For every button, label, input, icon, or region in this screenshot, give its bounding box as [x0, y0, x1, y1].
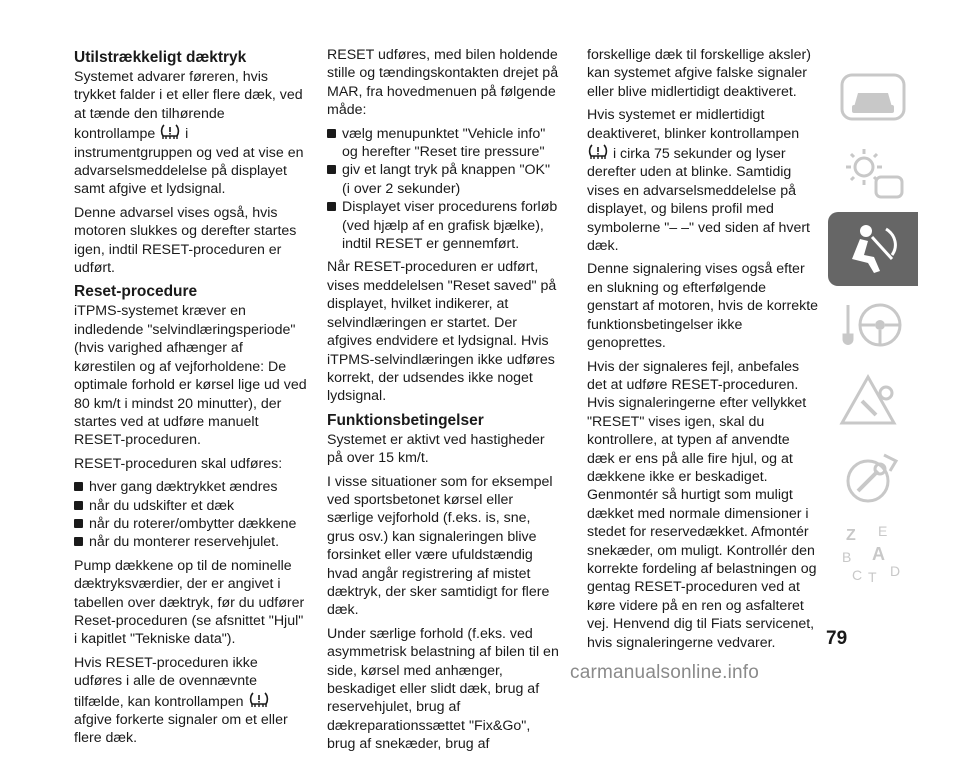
tire-pressure-warning-icon [160, 123, 180, 141]
paragraph: Denne signalering vises også efter en slukning og efterfølgende genstart af motoren, hvis de korrekte funktionsbetingelser ikke genoprettes. [587, 261, 819, 352]
paragraph: Når RESET-proceduren er udført, vises meddelelsen "Reset saved" på displayet, hvilket indikerer, at selvindlæringen er startet. Der afgives endvidere et lydsignal. Hvis iTPMS-selvindlæringen ikke udføres korrekt, der udsendes ikke noget lydsignal. [327, 259, 557, 405]
bullet-icon [74, 501, 83, 510]
heading-operating-conditions: Funktionsbetingelser [327, 411, 484, 429]
paragraph [587, 106, 819, 255]
svg-text:E: E [878, 523, 888, 539]
text: afgive forkerte signaler om et eller flere dæk. [74, 712, 288, 747]
bullet-icon [327, 129, 336, 138]
list-item: når du roterer/ombytter dækkene [74, 515, 308, 533]
paragraph: Denne advarsel vises også, hvis motoren slukkes og derefter startes igen, indtil RESET-proceduren er udført. [74, 204, 297, 277]
bullet-icon [327, 165, 336, 174]
seat-airbag-icon [838, 219, 908, 279]
bullet-list [327, 125, 561, 254]
bullet-list [74, 478, 308, 552]
tire-pressure-warning-icon [588, 143, 608, 161]
svg-text:C: C [852, 567, 863, 583]
paragraph: Hvis der signaleres fejl, anbefales det at udføre RESET-proceduren. Hvis signaleringerne efter vellykket "RESET" vises igen, skal du kontrollere, at typen af anvendte dæk er ens på alle fire hjul, og at dækkene ikke er beskadiget. Genmontér så hurtigt som muligt dækket med normale dimensioner i stedet for reservedækket. Afmontér snekæder, om muligt. Kontrollér den korrekte fordeling af belastningen og gentag RESET-proceduren ved at køre videre på en ren og asfalteret vej. Henvend dig til Fiats servicenet, hvis signaleringerne vedvarer. [587, 358, 817, 651]
tab-warning-lights[interactable] [828, 136, 918, 210]
svg-text:B: B [842, 549, 852, 565]
tire-pressure-warning-icon [249, 691, 269, 709]
svg-text:A: A [872, 544, 885, 564]
steering-key-icon [838, 295, 908, 355]
list-item: giv et langt tryk på knappen "OK" (i over 2 sekunder) [327, 161, 561, 198]
svg-text:T: T [868, 569, 877, 585]
paragraph [74, 654, 308, 748]
car-dashboard-icon [838, 69, 908, 125]
paragraph: iTPMS-systemet kræver en indledende "selvindlæringsperiode" (hvis varighed afhænger af kørestilen og af vejforholdene: De optimale forhold er kørsel lige ud ved 80 km/t i mindst 20 minutter), der startes ved at udføre manuelt RESET-proceduren. [74, 303, 307, 449]
column-2 [327, 46, 561, 759]
column-1 [74, 48, 308, 753]
bullet-icon [327, 202, 336, 211]
text: i cirka 75 sekunder og lyser derefter uden at blinke. Samtidig vises en advarselsmeddelelse på displayet, og bilens profil med symbolerne "– –" ved siden af hvert dæk. [587, 146, 811, 255]
column-3 [587, 46, 819, 657]
list-item: når du udskifter et dæk [74, 497, 308, 515]
list-item: Displayet viser procedurens forløb (ved hjælp af en grafisk bjælke), indtil RESET er gennemført. [327, 198, 561, 253]
list-item: når du monterer reservehjulet. [74, 533, 308, 551]
svg-text:Z: Z [846, 527, 856, 544]
tab-technical-data[interactable] [828, 516, 918, 590]
tab-car-dashboard[interactable] [828, 60, 918, 134]
paragraph: Systemet er aktivt ved hastigheder på over 15 km/t. [327, 431, 545, 467]
warning-triangle-icon [838, 371, 908, 431]
tab-starting-driving[interactable] [828, 288, 918, 362]
list-item: vælg menupunktet "Vehicle info" og herefter "Reset tire pressure" [327, 125, 561, 162]
tab-maintenance[interactable] [828, 440, 918, 514]
svg-text:D: D [890, 563, 901, 579]
heading-reset-procedure: Reset-procedure [74, 283, 198, 301]
text: Systemet advarer føreren, hvis trykket falder i et eller flere dæk, ved at tænde den tilhørende kontrollampe [74, 69, 303, 143]
bullet-icon [74, 519, 83, 528]
text: Hvis systemet er midlertidigt deaktiveret, blinker kontrollampen [587, 107, 800, 142]
paragraph: Under særlige forhold (f.eks. ved asymmetrisk belastning af bilen til en side, kørsel med anhænger, beskadiget eller slidt dæk, brug af reservehjulet, brug af dækreparationssættet "Fix&Go", brug af snekæder, brug af [327, 625, 559, 753]
list-item: hver gang dæktrykket ændres [74, 478, 308, 496]
text: i instrumentgruppen og ved at vise en advarselsmeddelelse på displayet samt afgive et lydsignal. [74, 126, 304, 198]
warning-lights-icon [838, 143, 908, 203]
watermark: carmanualsonline.info [570, 662, 760, 683]
paragraph: forskellige dæk til forskellige aksler) kan systemet afgive falske signaler eller blive midlertidigt deaktiveret. [587, 47, 811, 100]
heading-low-pressure: Utilstrækkeligt dæktryk [74, 49, 247, 66]
paragraph: Pump dækkene op til de nominelle dæktryksværdier, der er angivet i tabellen over dæktryk, før du udfører Reset-proceduren (se afsnittet "Hjul" i kapitlet "Tekniske data"). [74, 557, 305, 648]
paragraph: RESET-proceduren skal udføres: [74, 455, 283, 472]
paragraph [74, 68, 308, 199]
paragraph: RESET udføres, med bilen holdende stille og tændingskontakten drejet på MAR, fra hovedmenuen på følgende måde: [327, 47, 559, 119]
bullet-icon [74, 482, 83, 491]
text: Hvis RESET-proceduren ikke udføres i alle de ovennævnte tilfælde, kan kontrollampen [74, 654, 258, 710]
page-number: 79 [826, 628, 848, 649]
tab-safety[interactable] [828, 212, 918, 286]
paragraph: I visse situationer som for eksempel ved sportsbetonet kørsel eller særlige vejforhold (f.eks. is, sne, grus osv.) kan signaleringen blive forsinket eller være ufuldstændig hvad angår registrering af mistet dæktryk, der sker samtidigt for flere dæk. [327, 473, 553, 619]
wrench-car-icon [838, 447, 908, 507]
bullet-icon [74, 537, 83, 546]
tab-emergency[interactable] [828, 364, 918, 438]
data-letters-icon [838, 518, 908, 588]
